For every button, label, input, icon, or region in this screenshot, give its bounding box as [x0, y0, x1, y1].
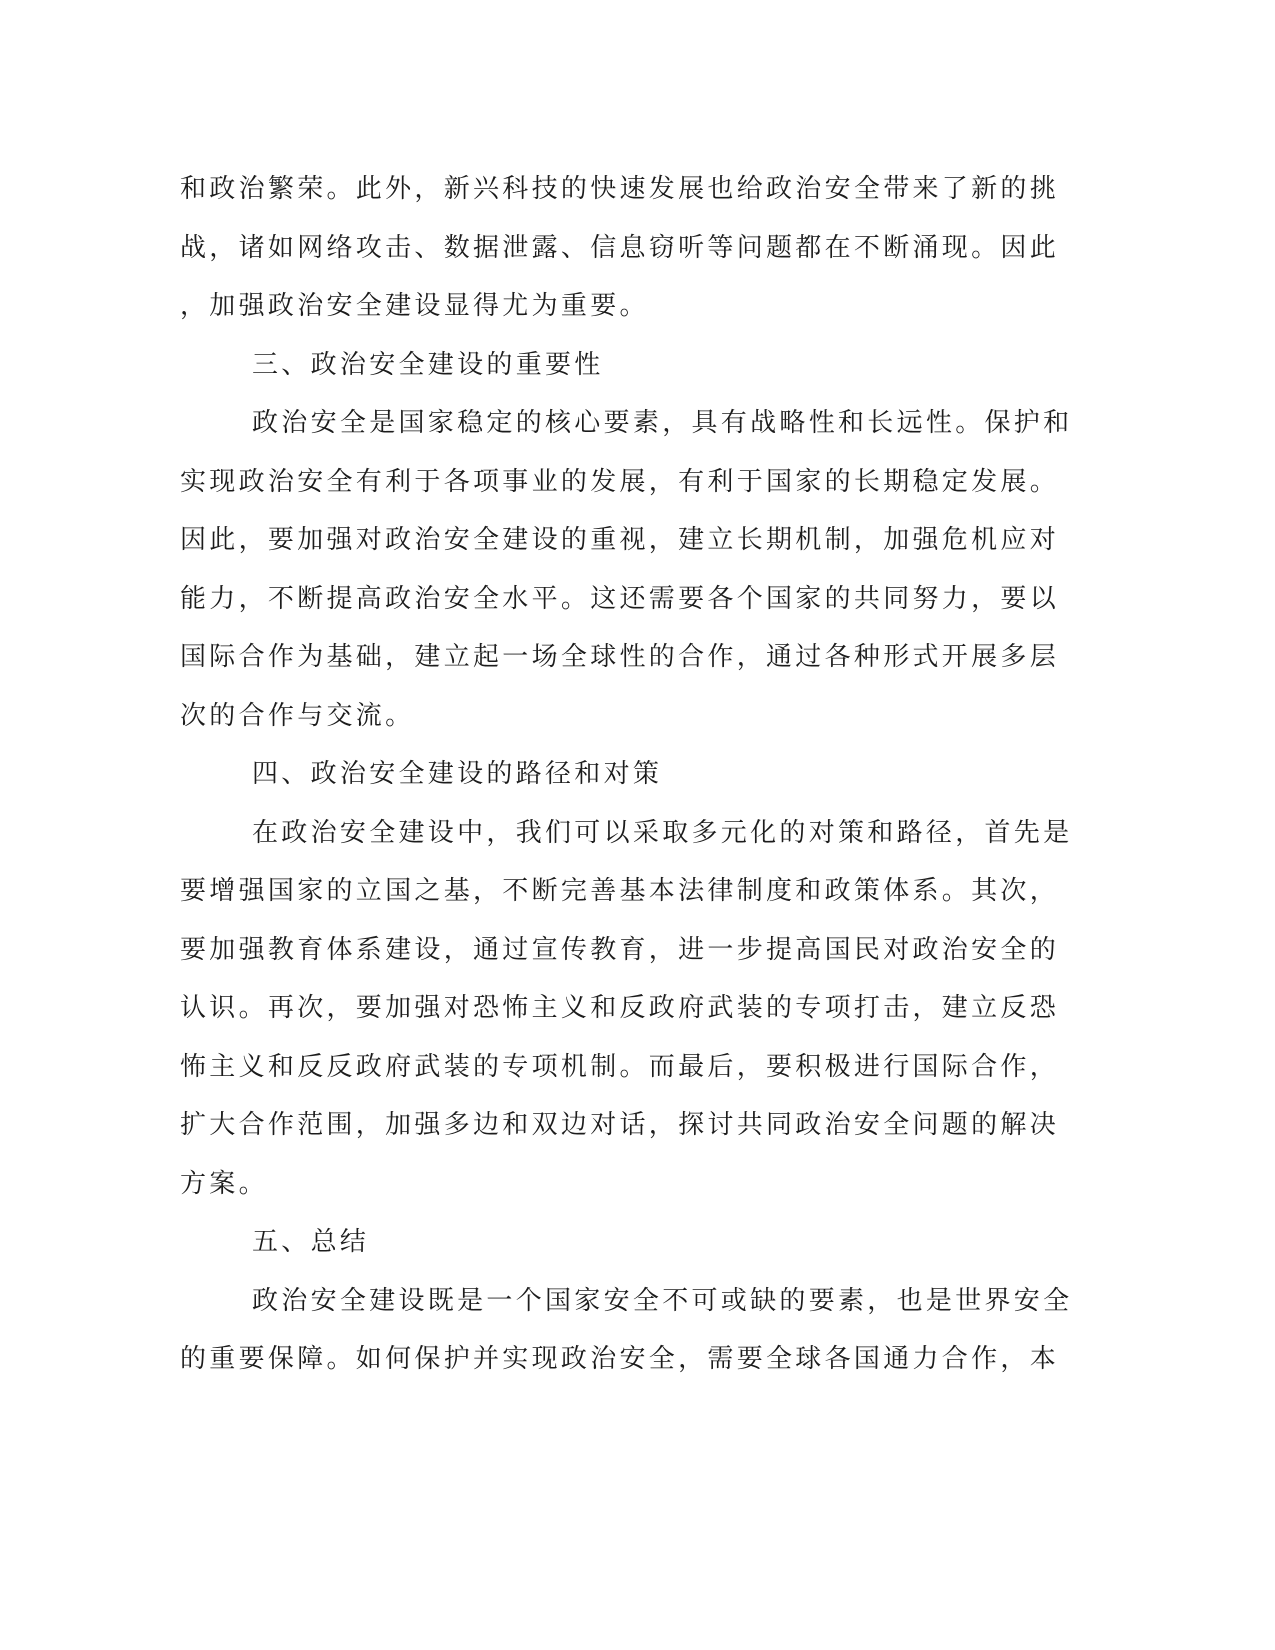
paragraph-importance [180, 394, 1073, 745]
heading-text: 四、政治安全建设的路径和对策 [252, 759, 663, 789]
text-line: 扩大合作范围，加强多边和双边对话，探讨共同政治安全问题的解决 [180, 1110, 1060, 1140]
text-line: 实现政治安全有利于各项事业的发展，有利于国家的长期稳定发展。 [180, 466, 1060, 497]
text-line: 因此，要加强对政治安全建设的重视，建立长期机制，加强危机应对 [180, 525, 1060, 555]
text-line: 次的合作与交流。 [180, 700, 415, 731]
text-line: 要增强国家的立国之基，不断完善基本法律制度和政策体系。其次， [180, 876, 1060, 906]
text-line: 怖主义和反反政府武装的专项机制。而最后，要积极进行国际合作， [180, 1051, 1060, 1082]
text-line: 和政治繁荣。此外，新兴科技的快速发展也给政治安全带来了新的挑 [180, 174, 1060, 204]
text-line: 政治安全建设既是一个国家安全不可或缺的要素，也是世界安全 [252, 1285, 1073, 1316]
text-line: 的重要保障。如何保护并实现政治安全，需要全球各国通力合作，本 [180, 1344, 1060, 1374]
text-line: 方案。 [180, 1168, 268, 1199]
paragraph-summary [180, 1272, 1073, 1389]
heading-text: 三、政治安全建设的重要性 [252, 349, 604, 380]
text-line: 能力，不断提高政治安全水平。这还需要各个国家的共同努力，要以 [180, 583, 1060, 614]
paragraph-continuation [180, 160, 1060, 336]
text-line: 政治安全是国家稳定的核心要素，具有战略性和长远性。保护和 [252, 408, 1073, 438]
paragraph-paths [180, 804, 1073, 1214]
text-line: ，加强政治安全建设显得尤为重要。 [180, 291, 649, 321]
heading-text: 五、总结 [252, 1227, 370, 1257]
text-line: 要加强教育体系建设，通过宣传教育，进一步提高国民对政治安全的 [180, 934, 1060, 965]
section-heading-paths [180, 745, 1040, 804]
section-heading-importance [180, 336, 1040, 395]
text-line: 在政治安全建设中，我们可以采取多元化的对策和路径，首先是 [252, 817, 1073, 848]
text-line: 认识。再次，要加强对恐怖主义和反政府武装的专项打击，建立反恐 [180, 993, 1060, 1023]
section-heading-summary [180, 1213, 1040, 1272]
text-line: 战，诸如网络攻击、数据泄露、信息窃听等问题都在不断涌现。因此 [180, 232, 1060, 263]
text-line: 国际合作为基础，建立起一场全球性的合作，通过各种形式开展多层 [180, 642, 1060, 672]
document-body [180, 160, 1073, 1389]
